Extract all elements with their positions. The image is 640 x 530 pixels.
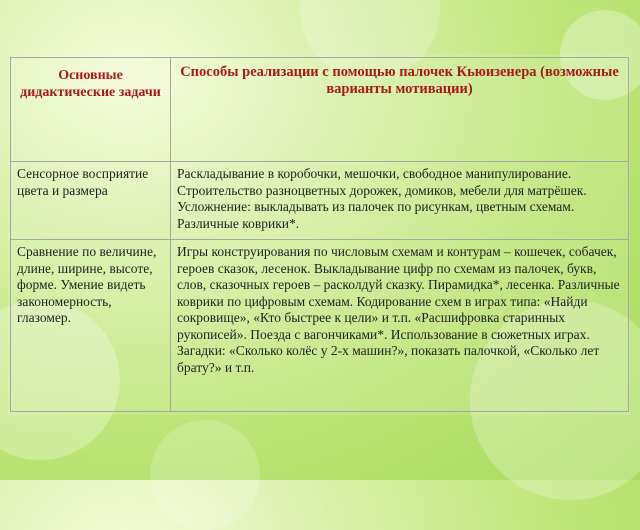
task-cell: Сравнение по величине, длине, ширине, высоте, форме. Умение видеть закономерность, глазомер. (11, 240, 171, 412)
table-row (11, 240, 629, 412)
didactic-tasks-table (10, 57, 629, 412)
table-header-row (11, 58, 629, 162)
header-cell-methods: Способы реализации с помощью палочек Кьюизенера (возможные варианты мотивации) (171, 58, 629, 162)
task-cell: Сенсорное восприятие цвета и размера (11, 162, 171, 240)
header-cell-tasks: Основные дидактические задачи (11, 58, 171, 162)
methods-cell: Игры конструирования по числовым схемам и контурам – кошечек, собачек, героев сказок, лесенок. Выкладывание цифр по схемам из палочек, букв, слов, сказочных героев – расколдуй сказку. Пирамидка*, лесенка. Различные коврики по цифровым схемам. Кодирование схем в играх типа: «Найди сокровище», «Кто быстрее к цели» и т.п. «Расшифровка старинных рукописей». Поезда с вагончиками*. Использование в сюжетных играх. Загадки: «Сколько колёс у 2-х машин?», показать палочкой, «Сколько лет брату?» и т.п. (171, 240, 629, 412)
methods-cell: Раскладывание в коробочки, мешочки, свободное манипулирование. Строительство разноцветных дорожек, домиков, мебели для матрёшек. Усложнение: выкладывать из палочек по рисункам, цветным схемам. Различные коврики*. (171, 162, 629, 240)
background-bokeh (150, 420, 260, 530)
table-row (11, 162, 629, 240)
